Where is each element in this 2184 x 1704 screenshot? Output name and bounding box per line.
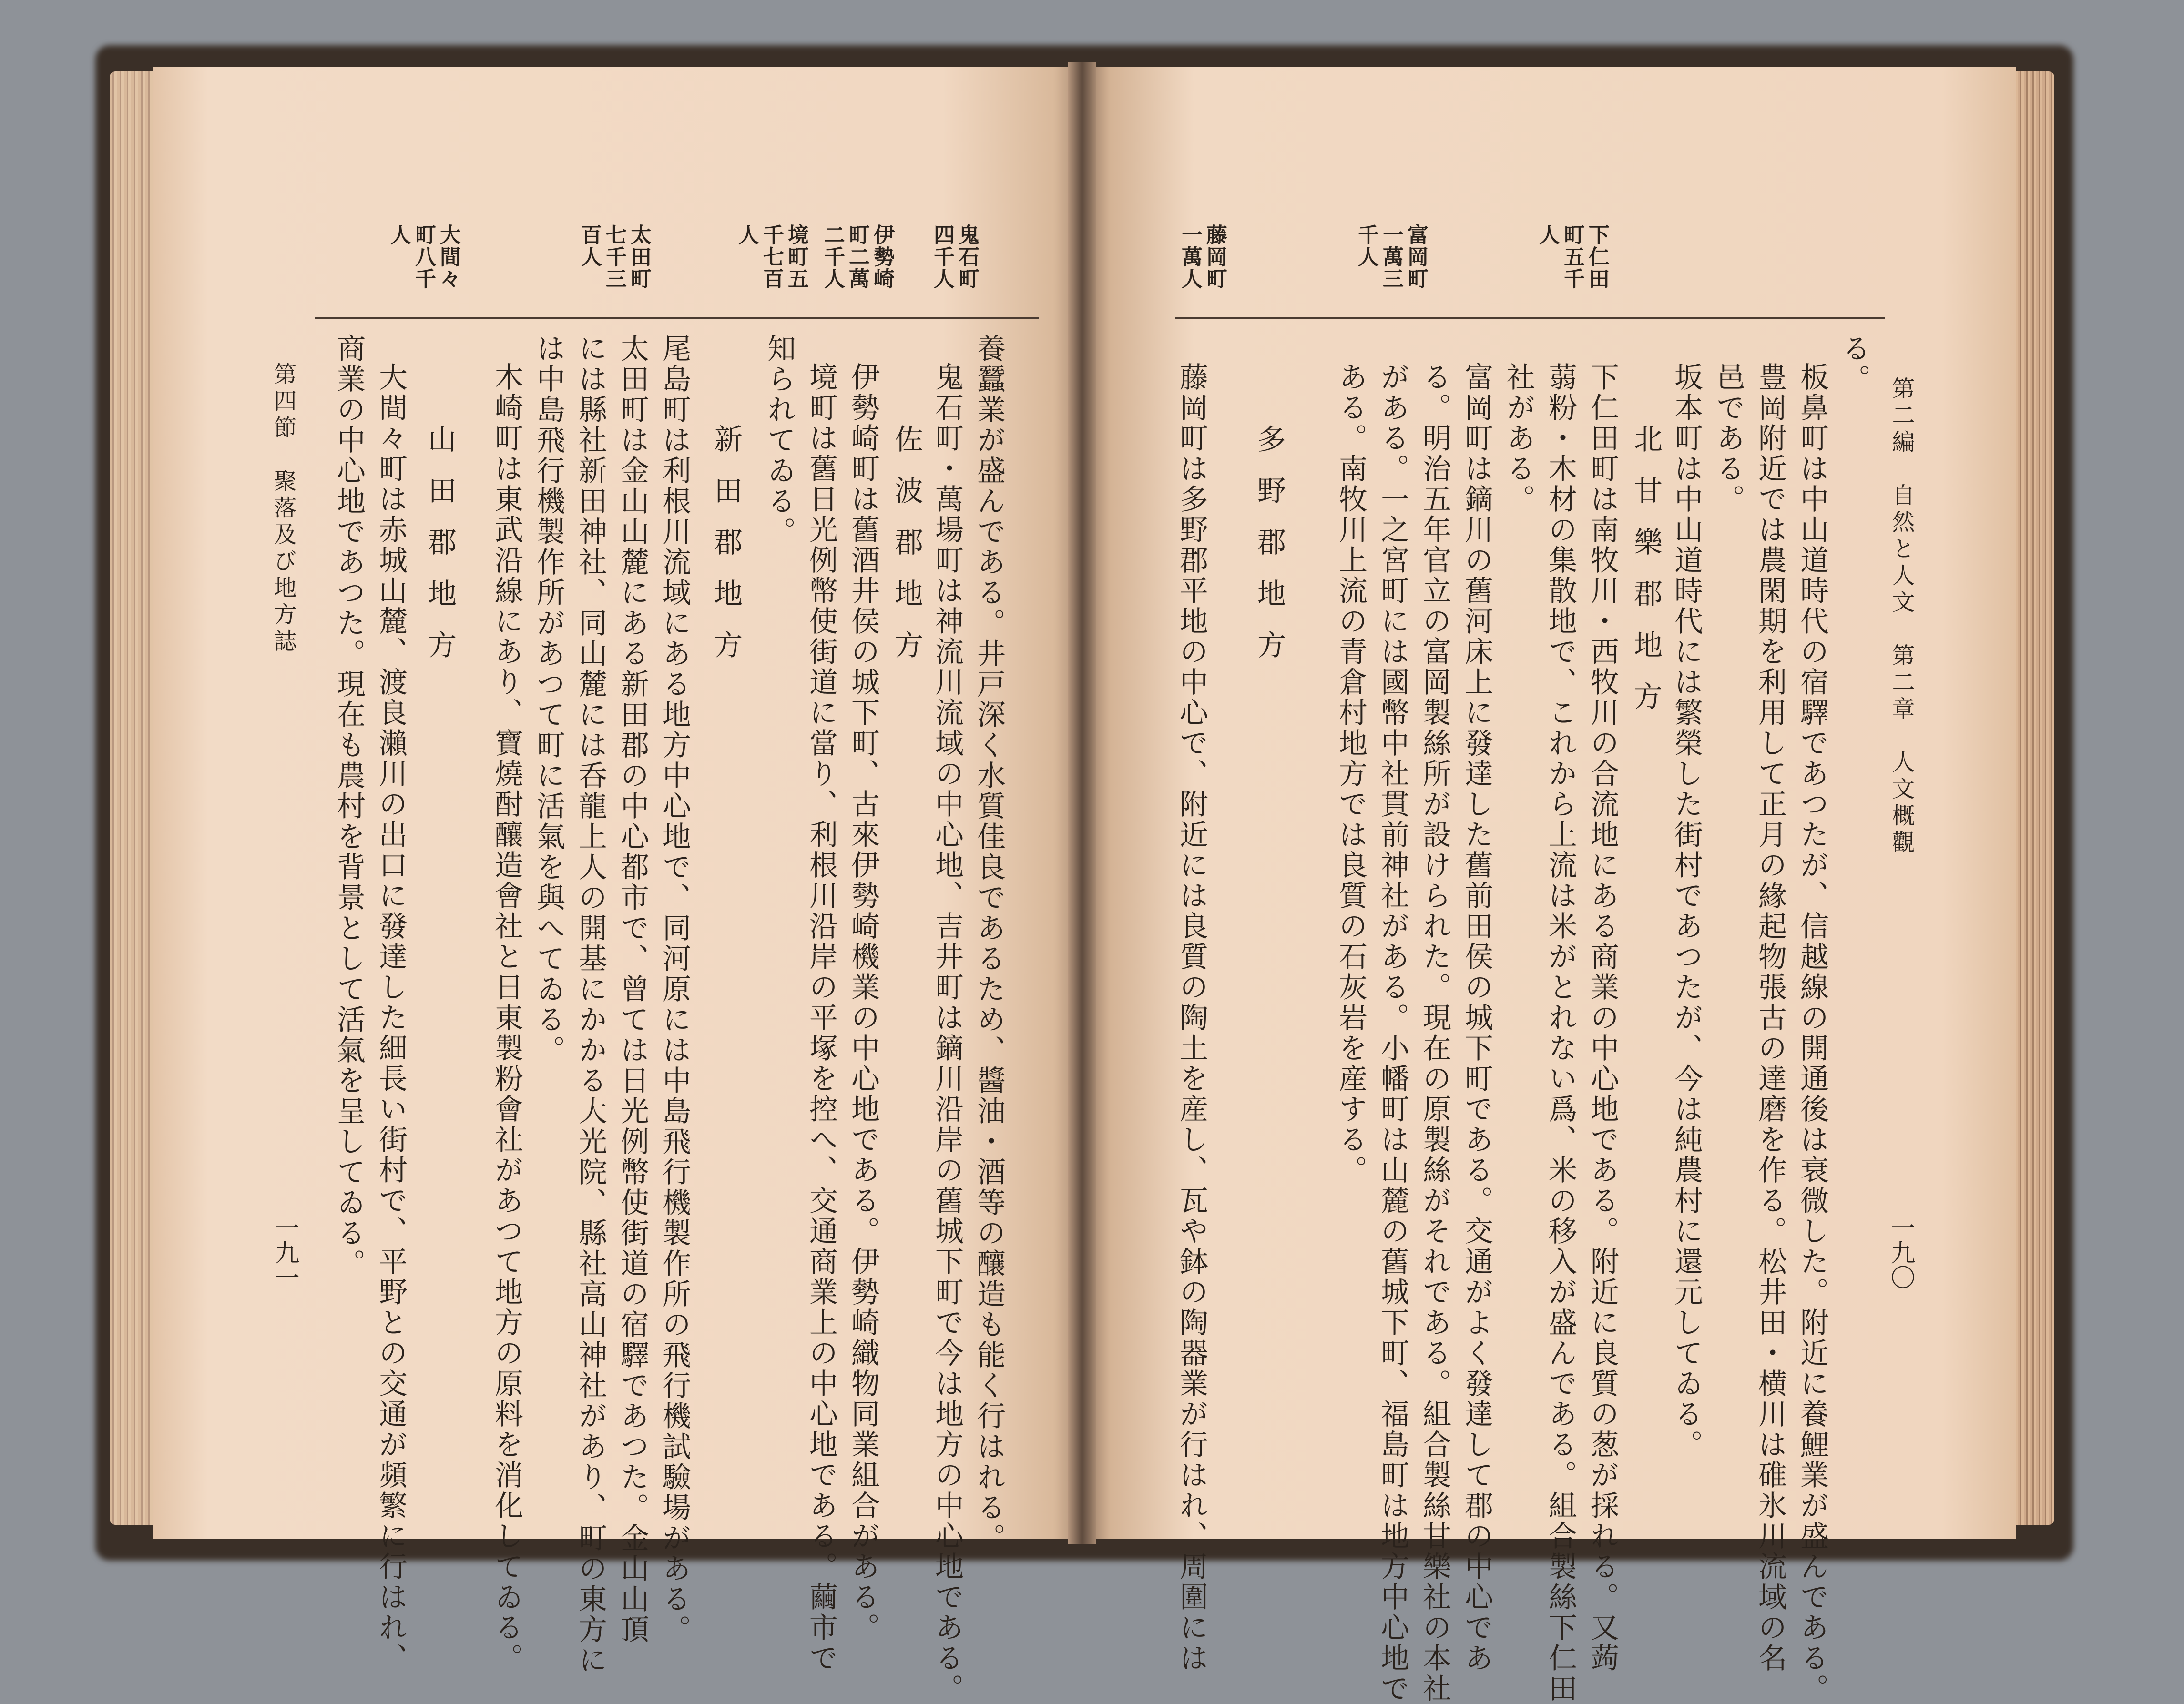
body-line: 養蠶業が盛んである。井戸深く水質佳良であるため、醬油・酒等の釀造も能く行はれる。 xyxy=(972,334,1006,1553)
margin-note-ota xyxy=(577,224,651,305)
body-line: 尾島町は利根川流域にある地方中心地で、同河原には中島飛行機製作所の飛行機試驗場がある。 xyxy=(658,334,691,1645)
section-heading: 新田郡地方 xyxy=(709,424,743,681)
body-line: 蒻粉・木材の集散地で、これから上流は米がとれない爲、米の移入が盛んである。組合製絲下仁田 xyxy=(1544,362,1577,1704)
body-line: 社がある。 xyxy=(1502,362,1535,515)
margin-note-pop: 四千人 xyxy=(930,224,954,290)
section-heading: 北甘樂郡地方 xyxy=(1629,424,1663,733)
right-page-number: 一九〇 xyxy=(1886,1215,1915,1289)
body-line: 大間々町は赤城山麓、渡良瀨川の出口に發達した細長い街村で、平野との交通が頻繁に行はれ、 xyxy=(374,362,408,1674)
section-heading: 山田郡地方 xyxy=(423,424,457,681)
body-line: 豊岡附近では農閑期を利用して正月の緣起物張古の達磨を作る。松井田・横川は碓氷川流域の名 xyxy=(1754,362,1787,1674)
margin-note-pop: 五千人 xyxy=(1535,224,1584,290)
margin-note-name: 太田町 xyxy=(627,224,651,290)
margin-note-name: 下仁田町 xyxy=(1560,224,1609,290)
body-line: 木崎町は東武沿線にあり、寶燒酎釀造會社と日東製粉會社があつて地方の原料を消化してゐる。 xyxy=(490,362,523,1674)
body-line: 藤岡町は多野郡平地の中心で、附近には良質の陶土を産し、瓦や鉢の陶器業が行はれ、周圍には xyxy=(1175,362,1208,1674)
margin-note-name: 藤岡町 xyxy=(1203,224,1227,290)
right-page-header: 第二編 自然と人文 第二章 人文概觀 xyxy=(1888,376,1915,857)
margin-note-pop: 五千七百人 xyxy=(735,224,808,290)
margin-note-name: 伊勢崎町 xyxy=(845,224,894,290)
body-line: 境町は舊日光例幣使街道に當り、利根川沿岸の平塚を控へ、交通商業上の中心地である。繭市で xyxy=(805,362,838,1674)
body-line: は中島飛行機製作所があつて町に活氣を與へてゐる。 xyxy=(532,334,565,1065)
margin-note-name: 境町 xyxy=(784,224,808,268)
margin-note-isesaki xyxy=(820,224,894,305)
body-line: 下仁田町は南牧川・西牧川の合流地にある商業の中心地である。附近に良質の葱が採れる。又蒟 xyxy=(1586,362,1619,1674)
body-line: 太田町は金山山麓にある新田郡の中心都市で、曾ては日光例幣使街道の宿驛であつた。金山山頂 xyxy=(616,334,649,1645)
body-line: 伊勢崎町は舊酒井侯の城下町、古來伊勢崎機業の中心地である。伊勢崎織物同業組合がある。 xyxy=(847,362,880,1643)
margin-note-oniishi xyxy=(929,224,979,305)
margin-note-omama xyxy=(386,224,460,305)
margin-note-name: 大間々町 xyxy=(411,224,460,290)
margin-note-name: 富岡町 xyxy=(1404,224,1428,290)
margin-note-pop: 八千人 xyxy=(387,224,436,290)
body-line: 坂本町は中山道時代には繁榮した街村であつたが、今は純農村に還元してゐる。 xyxy=(1670,362,1703,1460)
margin-note-pop: 一萬人 xyxy=(1178,224,1202,290)
margin-note-pop: 一萬三千人 xyxy=(1354,224,1403,290)
section-heading: 多野郡地方 xyxy=(1253,424,1286,681)
body-line: 知られてゐる。 xyxy=(763,334,796,547)
body-line: 鬼石町・萬場町は神流川流域の中心地、吉井町は鏑川沿岸の舊城下町で今は地方の中心地である。 xyxy=(930,362,964,1704)
margin-note-name: 鬼石町 xyxy=(955,224,979,290)
body-line: がある。一之宮町には國幣中社貫前神社がある。小幡町は山麓の舊城下町、福島町は地方中心地で xyxy=(1376,362,1409,1704)
body-line: 富岡町は鏑川の舊河床上に發達した舊前田侯の城下町である。交通がよく發達して郡の中心であ xyxy=(1460,362,1493,1674)
margin-note-shimonita xyxy=(1535,224,1609,305)
body-line: には縣社新田神社、同山麓には呑龍上人の開基にかかる大光院、縣社高山神社があり、町の東方に xyxy=(574,334,607,1675)
margin-note-tomioka xyxy=(1354,224,1428,305)
body-line: る。明治五年官立の富岡製絲所が設けられた。現在の原製絲がそれである。組合製絲甘樂社の本社 xyxy=(1418,362,1451,1704)
left-page-number: 一九一 xyxy=(270,1215,299,1289)
margin-note-pop: 二萬二千人 xyxy=(820,224,869,290)
margin-note-sakai xyxy=(734,224,808,305)
margin-note-fujioka xyxy=(1177,224,1227,305)
body-line: ある。南牧川上流の青倉村地方では良質の石灰岩を産する。 xyxy=(1334,362,1368,1186)
body-line: 板鼻町は中山道時代の宿驛であつたが、信越線の開通後は衰微した。附近に養鯉業が盛んである。 xyxy=(1796,362,1829,1704)
right-margin-rule xyxy=(1175,317,1885,319)
margin-note-pop: 七千三百人 xyxy=(577,224,626,290)
left-page-footer: 第四節 聚落及び地方誌 xyxy=(270,362,296,656)
left-margin-rule xyxy=(315,317,1039,319)
section-heading: 佐波郡地方 xyxy=(890,424,923,681)
body-line: 商業の中心地であつた。現在も農村を背景として活氣を呈してゐる。 xyxy=(332,334,366,1279)
book-gutter xyxy=(1068,62,1096,1544)
body-line: る。 xyxy=(1837,334,1871,395)
body-line: 邑である。 xyxy=(1712,362,1745,515)
page-edges-right xyxy=(2011,71,2054,1525)
